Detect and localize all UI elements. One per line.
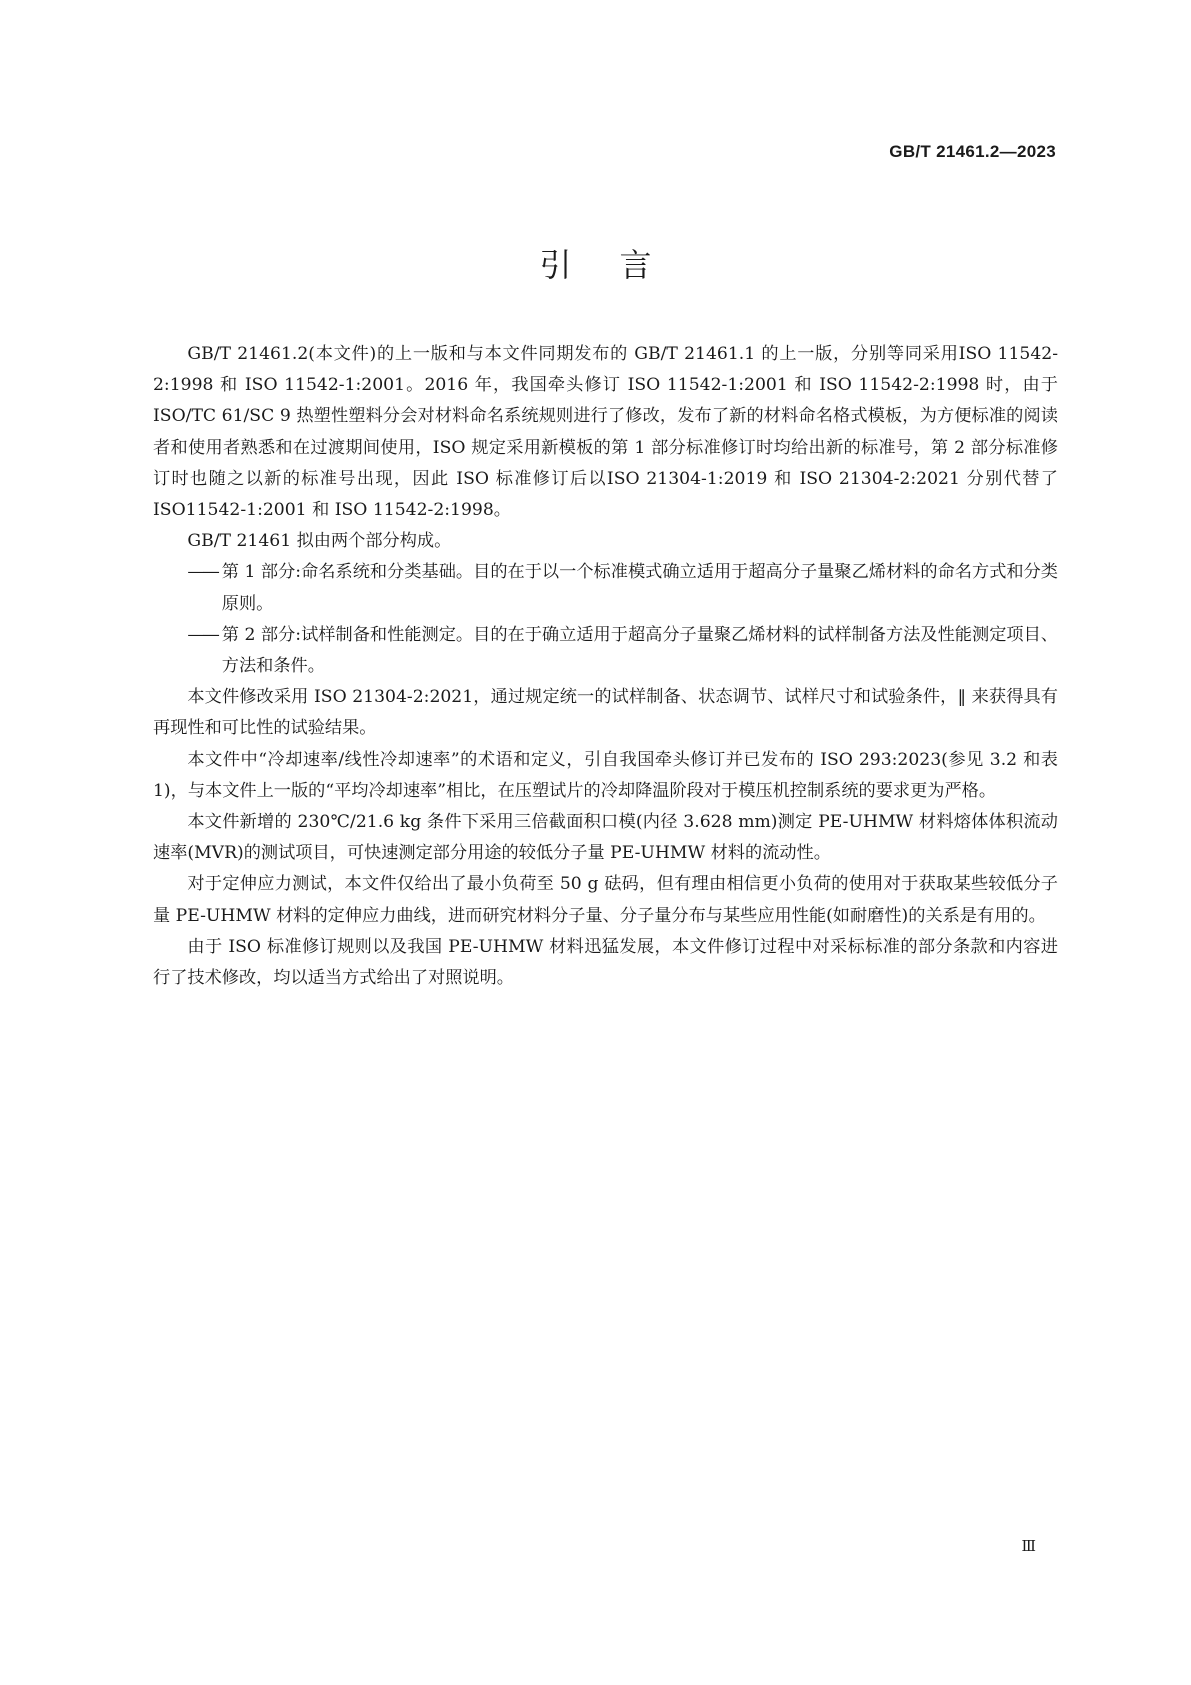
paragraph-7: 由于 ISO 标准修订规则以及我国 PE-UHMW 材料迅猛发展，本文件修订过程中对采标标准的部分条款和内容进行了技术修改，均以适当方式给出了对照说明。 xyxy=(153,936,1058,989)
document-code: GB/T 21461.2—2023 xyxy=(889,142,1056,161)
list-item-2-text: 第 2 部分:试样制备和性能测定。目的在于确立适用于超高分子量聚乙烯材料的试样制备方法及性能测定项目、方法和条件。 xyxy=(221,624,1058,677)
paragraph-6: 对于定伸应力测试，本文件仅给出了最小负荷至 50 g 砝码，但有理由相信更小负荷的使用对于获取某些较低分子量 PE-UHMW 材料的定伸应力曲线，进而研究材料分子量、分子量分布与某些应用性能(如耐磨性)的关系是有用的。 xyxy=(153,874,1058,926)
list-dash: —— xyxy=(187,562,218,583)
list-item-2 xyxy=(153,620,1058,682)
paragraph-5: 本文件新增的 230℃/21.6 kg 条件下采用三倍截面积口模(内径 3.628 mm)测定 PE-UHMW 材料熔体体积流动速率(MVR)的测试项目，可快速测定部分用途的较低分子量 PE-UHMW 材料的流动性。 xyxy=(153,812,1058,864)
paragraph-3: 本文件修改采用 ISO 21304-2:2021，通过规定统一的试样制备、状态调节、试样尺寸和试验条件，‖ 来获得具有再现性和可比性的试验结果。 xyxy=(153,687,1058,739)
section-title: 引言 xyxy=(539,246,700,284)
body-text xyxy=(153,339,1058,994)
list-item-1-text: 第 1 部分:命名系统和分类基础。目的在于以一个标准模式确立适用于超高分子量聚乙烯材料的命名方式和分类原则。 xyxy=(221,562,1058,614)
list-item-1 xyxy=(153,557,1058,619)
list-dash: —— xyxy=(187,624,218,645)
paragraph-4: 本文件中“冷却速率/线性冷却速率”的术语和定义，引自我国牵头修订并已发布的 ISO 293:2023(参见 3.2 和表 1)，与本文件上一版的“平均冷却速率”相比，在压塑试片的冷却降温阶段对于模压机控制系统的要求更为严格。 xyxy=(153,749,1058,801)
paragraph-2: GB/T 21461 拟由两个部分构成。 xyxy=(187,531,452,552)
paragraph-1: GB/T 21461.2(本文件)的上一版和与本文件同期发布的 GB/T 21461.1 的上一版，分别等同采用ISO 11542-2:1998 和 ISO 11542-1:2001。2016 年，我国牵头修订 ISO 11542-1:2001 和 ISO 11542-2:1998 时，由于 ISO/TC 61/SC 9 热塑性塑料分会对材料命名系统规则进行了修改，发布了新的材料命名格式模板，为方便标准的阅读者和使用者熟悉和在过渡期间使用，ISO 规定采用新模板的第 1 部分标准修订时均给出新的标准号，第 2 部分标准修订时也随之以新的标准号出现，因此 ISO 标准修订后以ISO 21304-1:2019 和 ISO 21304-2:2021 分别代替了 ISO11542-1:2001 和 ISO 11542-2:1998。 xyxy=(153,344,1058,521)
page-number: Ⅲ xyxy=(1021,1537,1036,1555)
